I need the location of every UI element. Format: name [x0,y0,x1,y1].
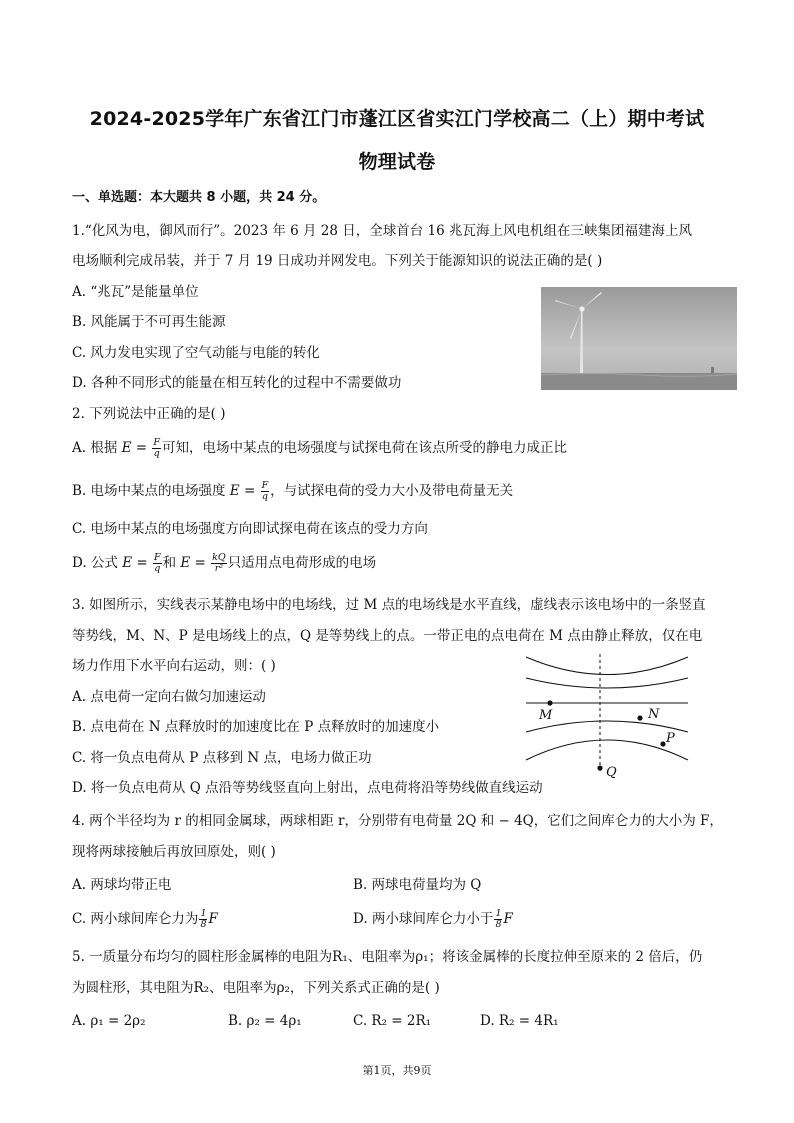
q1-option-b: B. 风能属于不可再生能源 [72,314,226,330]
electric-field-diagram [518,652,696,782]
q2-option-b [72,481,513,502]
q5-option-b: B. ρ₂ = 4ρ₁ [228,1013,302,1029]
q2-d-denominator1: q [154,563,161,574]
q4-d-denominator: 8 [495,919,502,930]
q2-a-numerator: F [153,437,160,448]
q3-stem-line1: 3. 如图所示，实线表示某静电场中的电场线，过 M 点的电场线是水平直线，虚线表示该电场中的一条竖直 [72,597,706,613]
label-n: N [648,707,660,722]
field-line-top [526,657,688,675]
q2-a-text: 可知，电场中某点的电场强度与试探电荷在该点所受的静电力成正比 [161,440,567,456]
q2-d-fraction2 [211,553,227,574]
q3-option-c: C. 将一负点电荷从 P 点移到 N 点，电场力做正功 [72,750,372,766]
q2-a-fraction [152,438,161,459]
q5-stem-line1: 5. 一质量分布均匀的圆柱形金属棒的电阻为R₁、电阻率为ρ₁；将该金属棒的长度拉伸至原来的 2 倍后，仍 [72,949,703,965]
point-q [597,765,602,770]
q2-stem: 2. 下列说法中正确的是( ) [72,406,226,422]
q3-stem-line2: 等势线，M、N、P 是电场线上的点，Q 是等势线上的点。一带正电的点电荷在 M 点由静止释放，仅在电 [72,628,703,644]
q2-d-lhs1: E [122,555,133,571]
q2-a-lhs: E [121,440,132,456]
q4-option-c [72,909,218,930]
q2-d-text: 只适用点电荷形成的电场 [227,555,377,571]
point-m [547,700,552,705]
q2-b-prefix: B. 电场中某点的电场强度 [72,483,230,499]
q4-d-fraction [494,909,502,930]
q2-option-d [72,553,376,574]
q4-c-fraction [199,909,207,930]
page-number: 第1页，共9页 [362,1064,432,1077]
wind-turbine-photo [541,287,737,390]
q1-stem-line1: 1.“化风为电，御风而行”。2023 年 6 月 28 日，全球首台 16 兆瓦海上风电机组在三峡集团福建海上风 [72,223,693,239]
q2-d-eq2: = [190,555,211,571]
q3-option-a: A. 点电荷一定向右做匀加速运动 [72,689,266,705]
q2-b-numerator: F [261,480,269,491]
q1-option-c: C. 风力发电实现了空气动能与电能的转化 [72,345,320,361]
label-p: P [666,731,675,746]
q1-stem-line2: 电场顺利完成吊装，并于 7 月 19 日成功并网发电。下列关于能源知识的说法正确的是( ) [72,253,603,269]
q3-option-b: B. 点电荷在 N 点释放时的加速度比在 P 点释放时的加速度小 [72,719,440,735]
q5-option-d: D. R₂ = 4R₁ [480,1013,559,1029]
exam-subject-title: 物理试卷 [358,151,436,173]
point-p [660,741,665,746]
q4-c-denominator: 8 [200,919,207,930]
q4-c-numerator: 1 [200,908,207,919]
q2-d-lhs2: E [180,555,191,571]
q4-option-b: B. 两球电荷量均为 Q [353,877,482,893]
q2-d-prefix: D. 公式 [72,555,123,571]
q2-d-and: 和 [162,555,181,571]
q2-b-fraction [261,481,270,502]
q2-d-denominator2: r² [214,563,224,574]
q5-option-a: A. ρ₁ = 2ρ₂ [72,1013,146,1029]
q1-option-d: D. 各种不同形式的能量在相互转化的过程中不需要做功 [72,375,402,391]
exam-title: 2024-2025学年广东省江门市蓬江区省实江门学校高二（上）期中考试 [89,108,705,130]
label-m: M [539,708,553,723]
q2-b-eq: = [239,483,260,499]
q5-stem-line2: 为圆柱形，其电阻为R₂、电阻率为ρ₂，下列关系式正确的是( ) [72,980,440,996]
q1-option-a: A. “兆瓦”是能量单位 [72,284,199,300]
q2-d-numerator2: kQ [212,552,226,563]
q3-option-d: D. 将一负点电荷从 Q 点沿等势线竖直向上射出，点电荷将沿等势线做直线运动 [72,780,543,796]
q4-option-a: A. 两球均带正电 [72,877,172,893]
label-q: Q [606,765,617,780]
q3-stem-line3: 场力作用下水平向右运动，则：( ) [72,658,276,674]
q4-d-prefix: D. 两小球间库仑力小于 [353,911,494,927]
q4-stem-line2: 现将两球接触后再放回原处，则( ) [72,844,276,860]
q2-d-numerator1: F [153,552,161,563]
q2-b-denominator: q [261,491,268,502]
q2-option-c: C. 电场中某点的电场强度方向即试探电荷在该点的受力方向 [72,521,428,537]
q2-d-eq1: = [132,555,152,571]
q2-a-denominator: q [153,448,160,459]
q2-a-eq: = [131,440,152,456]
q2-d-fraction1 [153,553,162,574]
q2-a-prefix: A. 根据 [72,440,122,456]
q2-b-lhs: E [229,483,240,499]
q2-option-a [72,438,567,459]
section-heading: 一、单选题：本大题共 8 小题，共 24 分。 [72,190,326,205]
q4-d-numerator: 1 [495,908,502,919]
q5-option-c: C. R₂ = 2R₁ [353,1013,432,1029]
point-n [637,715,642,720]
q4-stem-line1: 4. 两个半径均为 r 的相同金属球，两球相距 r，分别带有电荷量 2Q 和 − 4Q，它们之间库仑力的大小为 F， [72,813,723,829]
q2-b-text: ，与试探电荷的受力大小及带电荷量无关 [270,483,514,499]
q4-option-d [353,909,513,930]
q4-c-suffix: F [208,911,218,927]
field-line-upper [526,678,688,688]
q4-d-suffix: F [503,911,513,927]
q4-c-prefix: C. 两小球间库仑力为 [72,911,199,927]
